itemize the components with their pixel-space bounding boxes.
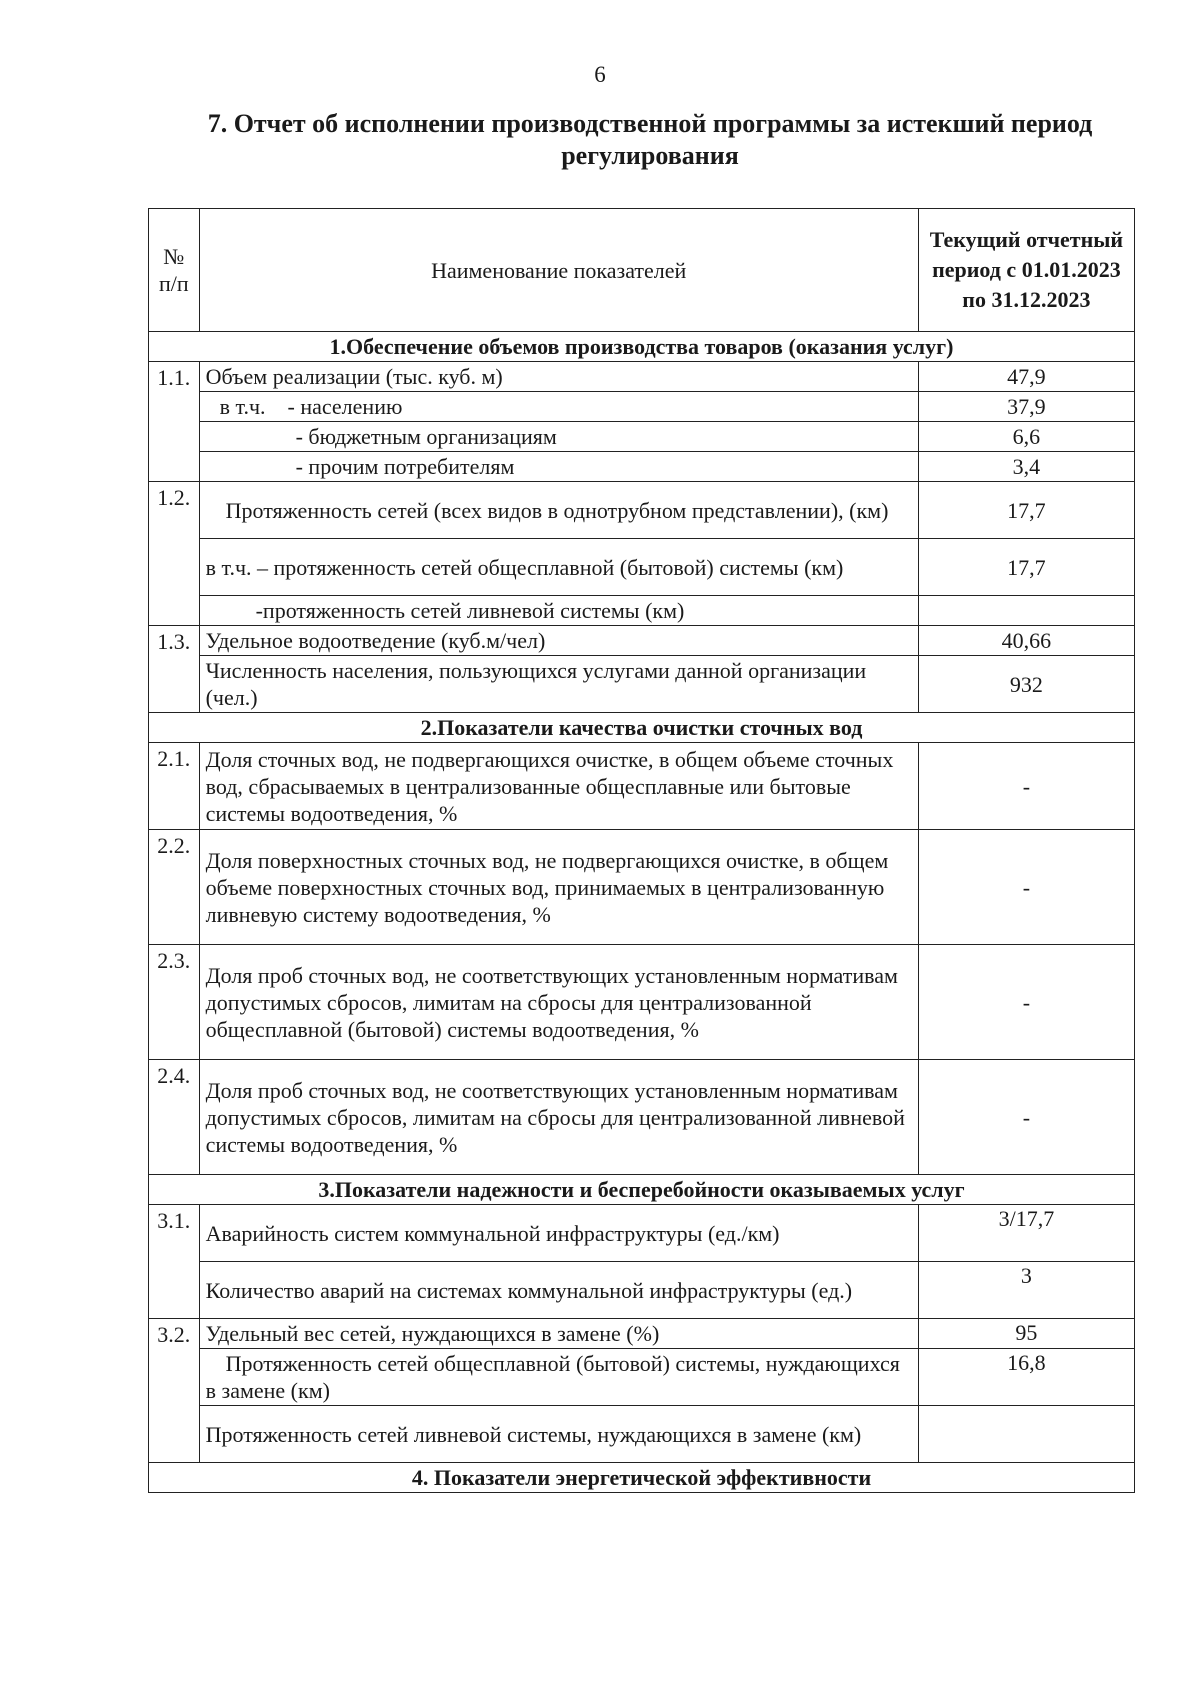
- row-name: Протяженность сетей общесплавной (бытовой) системы, нуждающихся в замене (км): [199, 1349, 918, 1406]
- row-name: - бюджетным организациям: [199, 422, 918, 452]
- header-num: № п/п: [149, 209, 200, 332]
- document-title: 7. Отчет об исполнении производственной программы за истекший период регулирования: [207, 109, 1093, 170]
- table-row: [149, 422, 1135, 452]
- table-row: [149, 945, 1135, 1060]
- table-row: [149, 656, 1135, 713]
- section-row: [149, 332, 1135, 362]
- row-value: -: [918, 743, 1134, 830]
- row-name: Протяженность сетей (всех видов в однотрубном представлении), (км): [199, 482, 918, 539]
- row-value: [918, 596, 1134, 626]
- table-row: [149, 482, 1135, 539]
- row-value: [918, 1406, 1134, 1463]
- row-value: -: [918, 1060, 1134, 1175]
- row-num: 1.3.: [149, 626, 200, 713]
- row-name: Протяженность сетей ливневой системы, нуждающихся в замене (км): [199, 1406, 918, 1463]
- table-header-row: [149, 209, 1135, 332]
- row-name: Доля проб сточных вод, не соответствующих установленным нормативам допустимых сбросов, лимитам на сбросы для централизованной общесплавной (бытовой) системы водоотведения, %: [199, 945, 918, 1060]
- row-value: 95: [918, 1319, 1134, 1349]
- row-num: 2.4.: [149, 1060, 200, 1175]
- row-name: - прочим потребителям: [199, 452, 918, 482]
- row-value: 932: [918, 656, 1134, 713]
- row-num: 1.2.: [149, 482, 200, 626]
- row-value: 3,4: [918, 452, 1134, 482]
- table-row: [149, 626, 1135, 656]
- table-row: [149, 1205, 1135, 1262]
- row-value: 16,8: [918, 1349, 1134, 1406]
- row-value: 6,6: [918, 422, 1134, 452]
- row-num: 2.3.: [149, 945, 200, 1060]
- table-row: [149, 1319, 1135, 1349]
- header-name: Наименование показателей: [199, 209, 918, 332]
- row-value: 17,7: [918, 539, 1134, 596]
- row-value: -: [918, 945, 1134, 1060]
- row-name: в т.ч. – протяженность сетей общесплавной (бытовой) системы (км): [199, 539, 918, 596]
- row-name: Численность населения, пользующихся услугами данной организации (чел.): [199, 656, 918, 713]
- row-name: Доля поверхностных сточных вод, не подвергающихся очистке, в общем объеме поверхностных сточных вод, принимаемых в централизованную ливневую систему водоотведения, %: [199, 830, 918, 945]
- row-name: Удельное водоотведение (куб.м/чел): [199, 626, 918, 656]
- row-name: Доля проб сточных вод, не соответствующих установленным нормативам допустимых сбросов, лимитам на сбросы для централизованной ливневой системы водоотведения, %: [199, 1060, 918, 1175]
- row-num: 3.2.: [149, 1319, 200, 1463]
- section-title-4: 4. Показатели энергетической эффективности: [149, 1463, 1135, 1493]
- section-row: [149, 1175, 1135, 1205]
- row-value: -: [918, 830, 1134, 945]
- table-row: [149, 539, 1135, 596]
- table-row: [149, 452, 1135, 482]
- row-value: 47,9: [918, 362, 1134, 392]
- header-value: Текущий отчетный период с 01.01.2023 по 31.12.2023: [918, 209, 1134, 332]
- section-row: [149, 1463, 1135, 1493]
- table-row: [149, 743, 1135, 830]
- row-name: Доля сточных вод, не подвергающихся очистке, в общем объеме сточных вод, сбрасываемых в централизованные общесплавные или бытовые системы водоотведения, %: [199, 743, 918, 830]
- section-row: [149, 713, 1135, 743]
- row-num: 3.1.: [149, 1205, 200, 1319]
- table-row: [149, 1406, 1135, 1463]
- table-row: [149, 362, 1135, 392]
- row-name: Количество аварий на системах коммунальной инфраструктуры (ед.): [199, 1262, 918, 1319]
- table-row: [149, 1349, 1135, 1406]
- row-name: Аварийность систем коммунальной инфраструктуры (ед./км): [199, 1205, 918, 1262]
- row-value: 3/17,7: [918, 1205, 1134, 1262]
- row-num: 2.1.: [149, 743, 200, 830]
- table-row: [149, 1060, 1135, 1175]
- section-title-1: 1.Обеспечение объемов производства товаров (оказания услуг): [149, 332, 1135, 362]
- table-row: [149, 830, 1135, 945]
- row-value: 40,66: [918, 626, 1134, 656]
- row-name: в т.ч. - населению: [199, 392, 918, 422]
- row-value: 17,7: [918, 482, 1134, 539]
- section-title-3: 3.Показатели надежности и бесперебойности оказываемых услуг: [149, 1175, 1135, 1205]
- row-value: 37,9: [918, 392, 1134, 422]
- row-num: 2.2.: [149, 830, 200, 945]
- production-program-report-table: [148, 208, 1135, 1493]
- row-name: -протяженность сетей ливневой системы (км): [199, 596, 918, 626]
- section-title-2: 2.Показатели качества очистки сточных вод: [149, 713, 1135, 743]
- table-row: [149, 1262, 1135, 1319]
- table-row: [149, 596, 1135, 626]
- row-value: 3: [918, 1262, 1134, 1319]
- table-row: [149, 392, 1135, 422]
- row-name: Удельный вес сетей, нуждающихся в замене (%): [199, 1319, 918, 1349]
- page-number: 6: [594, 62, 606, 87]
- row-num: 1.1.: [149, 362, 200, 482]
- row-name: Объем реализации (тыс. куб. м): [199, 362, 918, 392]
